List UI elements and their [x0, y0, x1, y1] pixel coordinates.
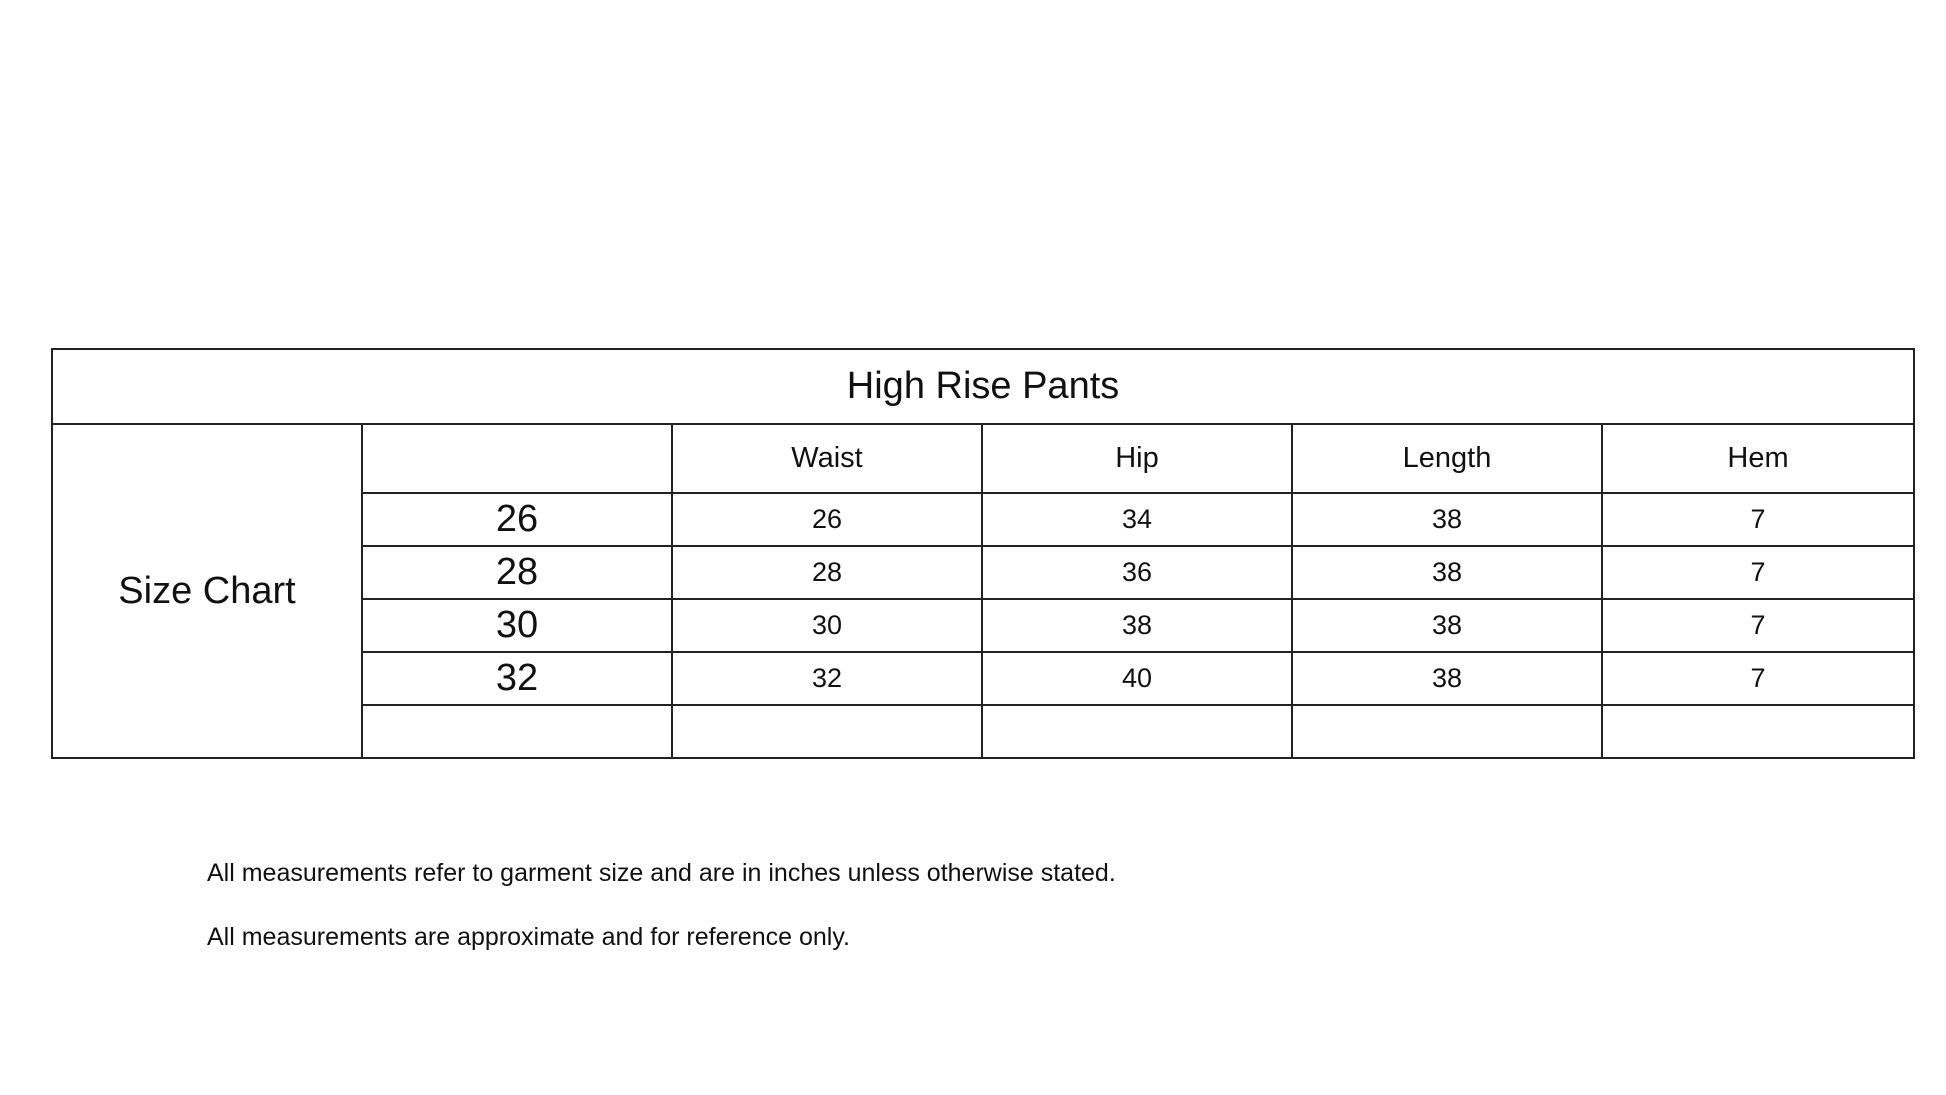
- hem-cell: 7: [1602, 599, 1914, 652]
- hem-cell: 7: [1602, 546, 1914, 599]
- empty-cell: [1602, 705, 1914, 758]
- hip-cell: 36: [982, 546, 1292, 599]
- hem-cell: 7: [1602, 493, 1914, 546]
- column-header-hem: Hem: [1602, 424, 1914, 493]
- hip-cell: 38: [982, 599, 1292, 652]
- waist-cell: 26: [672, 493, 982, 546]
- column-header-hip: Hip: [982, 424, 1292, 493]
- size-cell: 26: [362, 493, 672, 546]
- size-cell: 30: [362, 599, 672, 652]
- title-row: [52, 349, 1914, 424]
- length-cell: 38: [1292, 546, 1602, 599]
- hip-cell: 40: [982, 652, 1292, 705]
- hip-cell: 34: [982, 493, 1292, 546]
- measurement-note-units: All measurements refer to garment size and are in inches unless otherwise stated.: [207, 859, 1116, 887]
- empty-cell: [362, 705, 672, 758]
- size-cell: 32: [362, 652, 672, 705]
- measurement-note-approximate: All measurements are approximate and for reference only.: [207, 923, 850, 951]
- size-chart-label: Size Chart: [52, 424, 362, 758]
- empty-cell: [672, 705, 982, 758]
- waist-cell: 32: [672, 652, 982, 705]
- length-cell: 38: [1292, 493, 1602, 546]
- length-cell: 38: [1292, 652, 1602, 705]
- size-cell: 28: [362, 546, 672, 599]
- size-chart-table: [51, 348, 1915, 759]
- length-cell: 38: [1292, 599, 1602, 652]
- empty-cell: [982, 705, 1292, 758]
- empty-cell: [1292, 705, 1602, 758]
- waist-cell: 30: [672, 599, 982, 652]
- header-empty-cell: [362, 424, 672, 493]
- hem-cell: 7: [1602, 652, 1914, 705]
- column-header-length: Length: [1292, 424, 1602, 493]
- column-header-waist: Waist: [672, 424, 982, 493]
- table-title: High Rise Pants: [52, 349, 1914, 424]
- waist-cell: 28: [672, 546, 982, 599]
- header-row: [52, 424, 1914, 493]
